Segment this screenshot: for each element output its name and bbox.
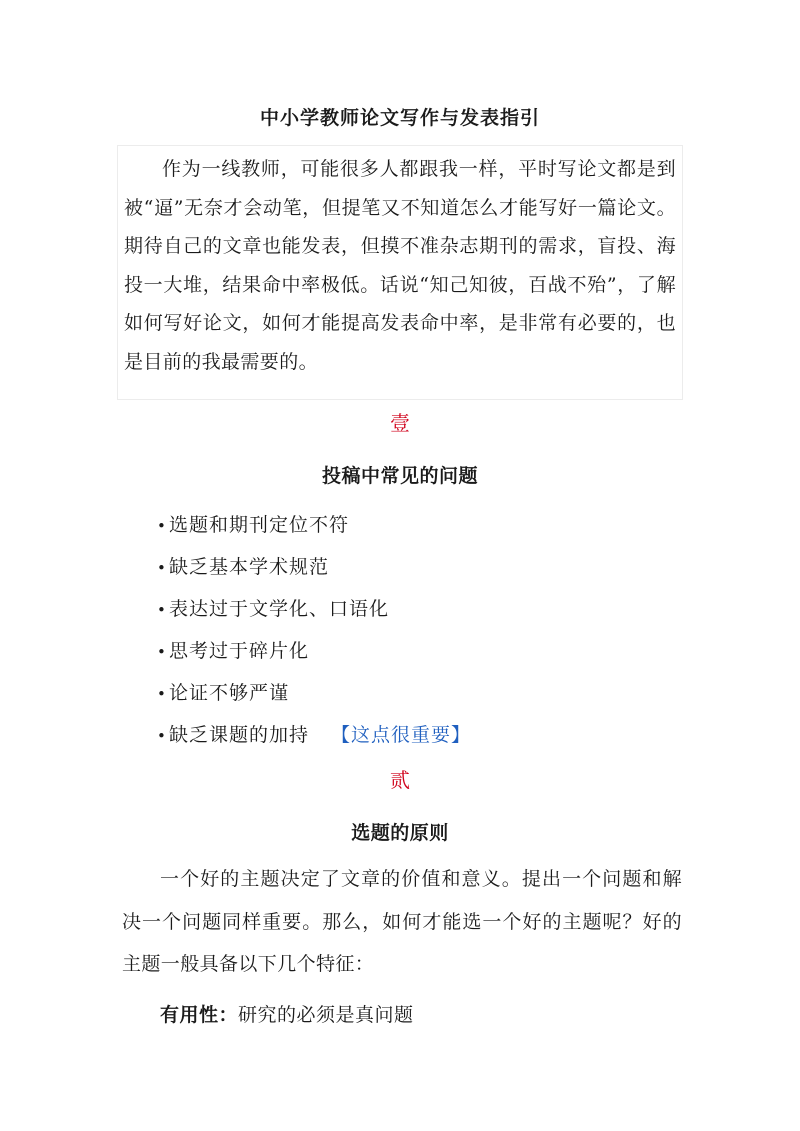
list-item [157,506,471,548]
bullet-icon: • [157,559,167,577]
list-item [157,716,471,758]
section-two-number: 贰 [390,768,410,792]
list-item-text: 思考过于碎片化 [169,640,310,662]
important-note: 【这点很重要】 [331,724,472,746]
list-item [157,674,471,716]
bullet-icon: • [157,685,167,703]
bullet-icon: • [157,643,167,661]
list-item-text: 表达过于文学化、口语化 [169,598,390,620]
document-title: 中小学教师论文写作与发表指引 [259,107,540,129]
section-one-number: 壹 [390,411,410,435]
list-item-text: 论证不够严谨 [169,682,290,704]
bullet-icon: • [157,727,167,745]
list-item [157,548,471,590]
feature-text: 研究的必须是真问题 [238,1004,414,1026]
list-item [157,632,471,674]
bullet-icon: • [157,601,167,619]
principles-paragraph: 一个好的主题决定了文章的价值和意义。提出一个问题和解决一个问题同样重要。那么，如何才能选一个好的主题呢？好的主题一般具备以下几个特征： [122,868,682,975]
section-one-heading: 投稿中常见的问题 [321,465,478,487]
feature-label: 有用性： [160,1004,239,1026]
list-item [157,590,471,632]
list-item-text: 选题和期刊定位不符 [169,514,350,536]
intro-paragraph: 作为一线教师，可能很多人都跟我一样，平时写论文都是到被“逼”无奈才会动笔，但提笔又不知道怎么才能写好一篇论文。期待自己的文章也能发表，但摸不准杂志期刊的需求，盲投、海投一大堆，结果命中率极低。话说“知己知彼，百战不殆”，了解如何写好论文，如何才能提高发表命中率，是非常有必要的，也是目前的我最需要的。 [124,158,676,373]
feature-usefulness [160,996,414,1034]
list-item-text: 缺乏课题的加持 [169,724,310,746]
list-item-text: 缺乏基本学术规范 [169,556,330,578]
problem-list [157,506,471,758]
section-two-heading: 选题的原则 [351,822,449,844]
bullet-icon: • [157,517,167,535]
intro-box [117,145,683,400]
